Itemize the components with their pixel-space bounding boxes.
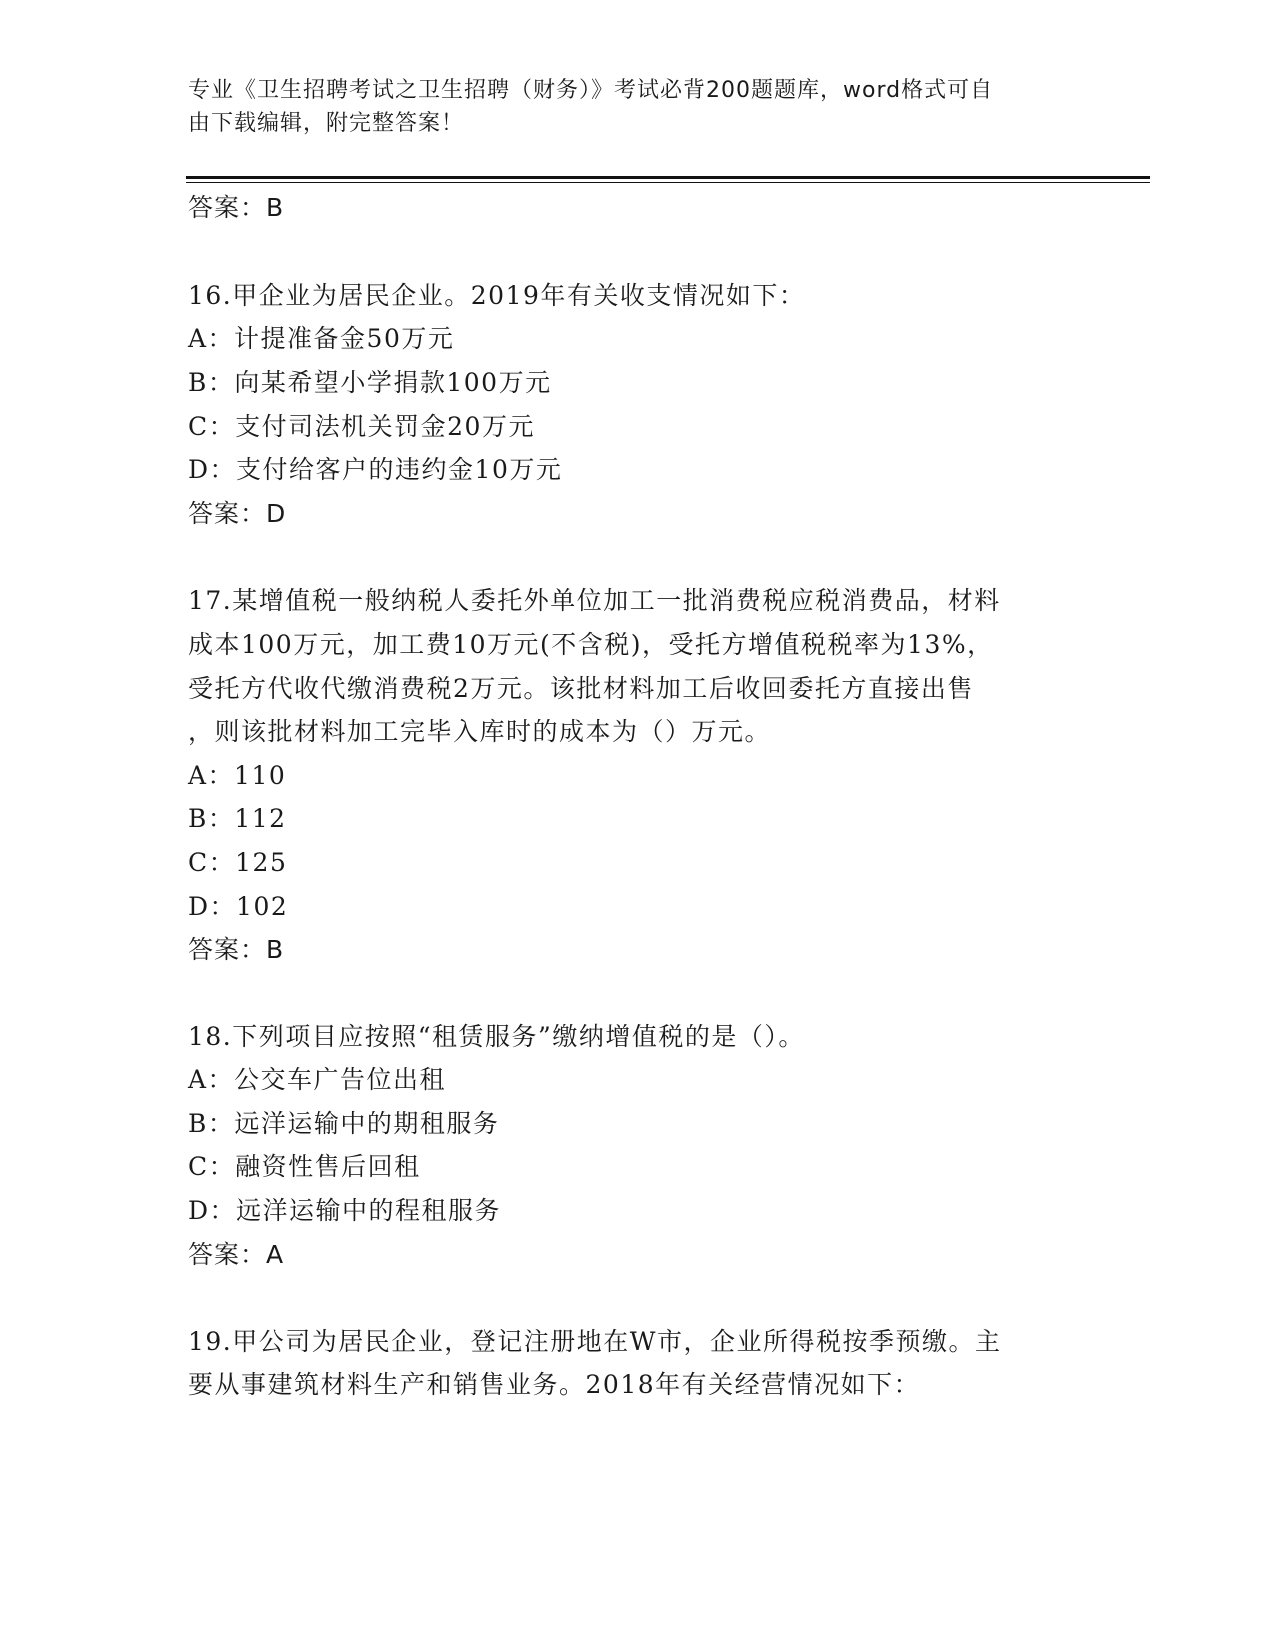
question-18-answer: 答案：A bbox=[188, 1240, 285, 1269]
question-17-stem-line-2: 成本100万元，加工费10万元(不含税)，受托方增值税税率为13%， bbox=[188, 630, 994, 659]
question-16-option-a: A：计提准备金50万元 bbox=[188, 324, 455, 353]
question-18-option-a: A：公交车广告位出租 bbox=[188, 1065, 447, 1094]
question-18-stem: 18.下列项目应按照“租赁服务”缴纳增值税的是（）。 bbox=[188, 1022, 805, 1051]
header-divider-thick bbox=[186, 176, 1150, 179]
question-19-stem-line-1: 19.甲公司为居民企业，登记注册地在W市，企业所得税按季预缴。主 bbox=[188, 1327, 1002, 1356]
question-17-option-c: C：125 bbox=[188, 848, 288, 877]
question-17-stem-line-4: ，则该批材料加工完毕入库时的成本为（）万元。 bbox=[188, 717, 772, 746]
question-16-option-b: B：向某希望小学捐款100万元 bbox=[188, 368, 552, 397]
question-17-option-a: A：110 bbox=[188, 761, 287, 790]
question-17-option-b: B：112 bbox=[188, 804, 287, 833]
question-17-option-d: D：102 bbox=[188, 892, 289, 921]
question-18-option-b: B：远洋运输中的期租服务 bbox=[188, 1109, 500, 1138]
question-16-answer: 答案：D bbox=[188, 499, 287, 528]
question-16-option-c: C：支付司法机关罚金20万元 bbox=[188, 412, 535, 441]
question-18-option-d: D：远洋运输中的程租服务 bbox=[188, 1196, 502, 1225]
question-17-stem-line-3: 受托方代收代缴消费税2万元。该批材料加工后收回委托方直接出售 bbox=[188, 674, 974, 703]
question-16-option-d: D：支付给客户的违约金10万元 bbox=[188, 455, 563, 484]
question-19-stem-line-2: 要从事建筑材料生产和销售业务。2018年有关经营情况如下： bbox=[188, 1370, 921, 1399]
question-17-stem-line-1: 17.某增值税一般纳税人委托外单位加工一批消费税应税消费品，材料 bbox=[188, 586, 1001, 615]
document-header bbox=[188, 74, 1068, 140]
header-line-2: 由下载编辑，附完整答案！ bbox=[188, 111, 465, 136]
question-17-answer: 答案：B bbox=[188, 935, 285, 964]
answer-15: 答案：B bbox=[188, 193, 285, 222]
question-18-option-c: C：融资性售后回租 bbox=[188, 1152, 421, 1181]
header-line-1: 专业《卫生招聘考试之卫生招聘（财务）》考试必背200题题库，word格式可自 bbox=[188, 78, 994, 103]
question-16-stem: 16.甲企业为居民企业。2019年有关收支情况如下： bbox=[188, 281, 806, 310]
header-divider-thin bbox=[186, 182, 1150, 183]
